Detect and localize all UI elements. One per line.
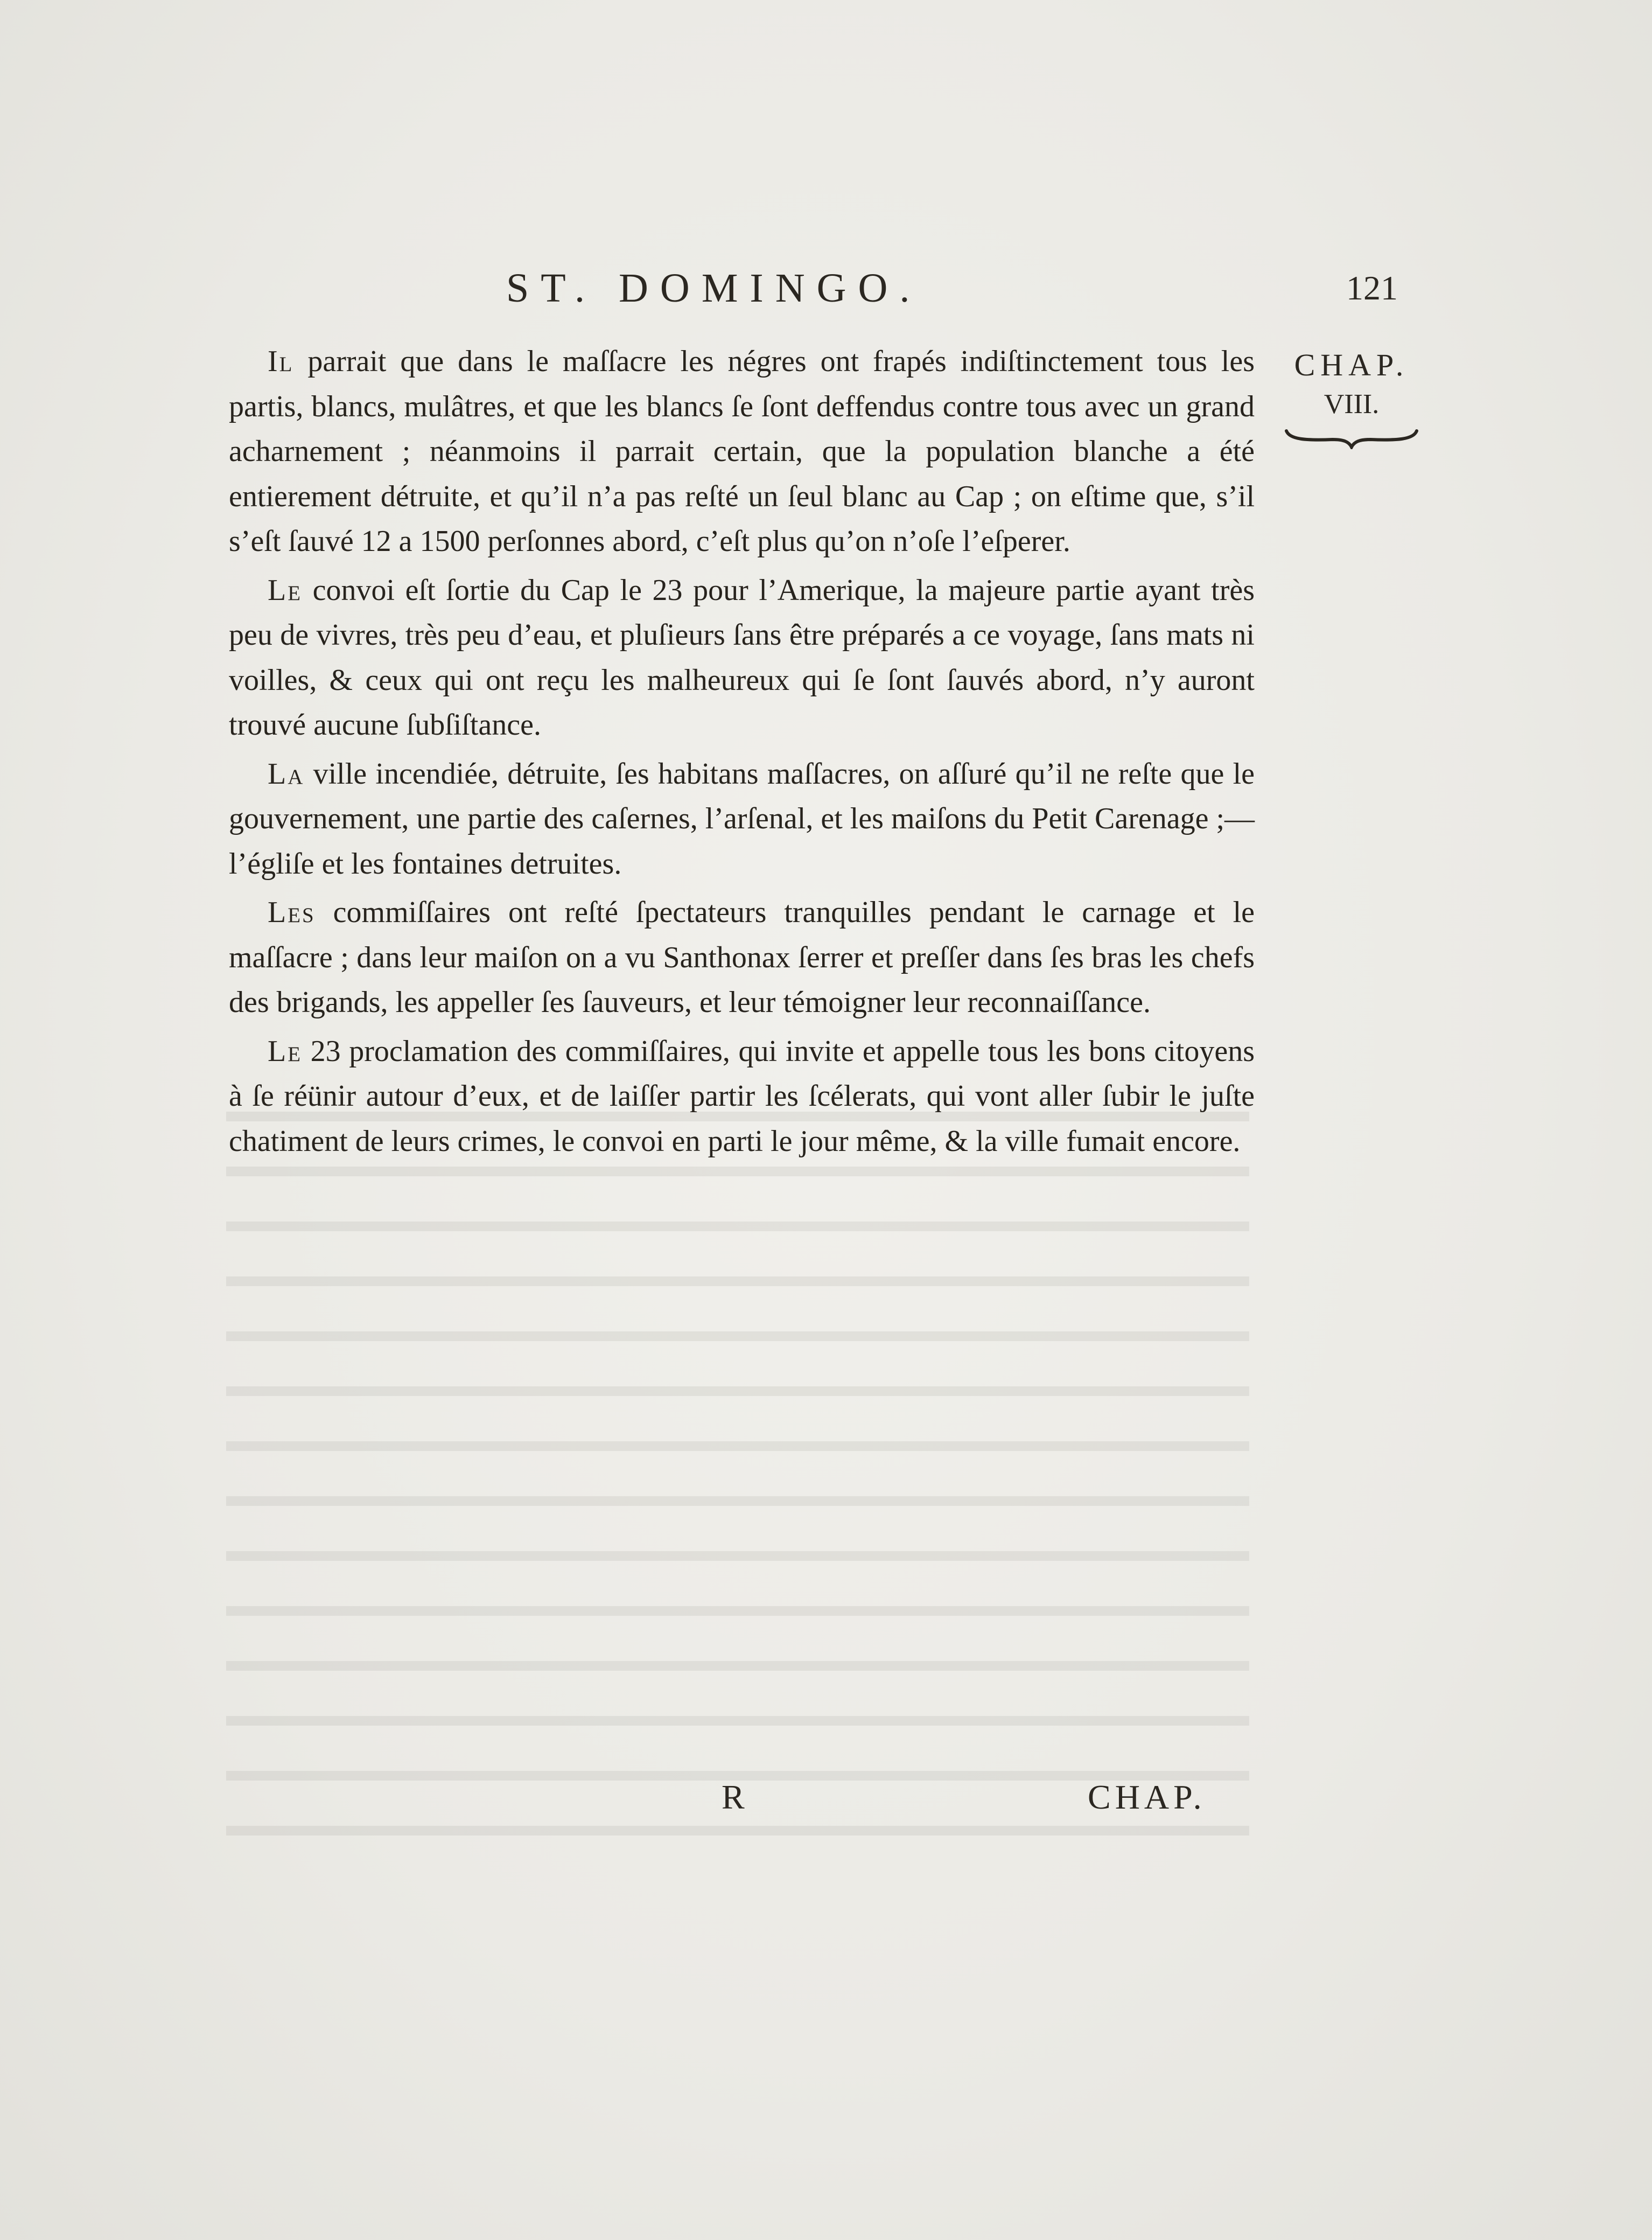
chapter-number: VIII.: [1324, 389, 1380, 420]
paragraph-lead-word: La: [268, 757, 305, 791]
paragraph-lead-word: Le: [268, 1034, 303, 1068]
paragraph-text: convoi eſt ſortie du Cap le 23 pour l’Amerique, la majeure partie ayant très peu de vivres, très peu d’eau, et pluſieurs ſans être préparés a ce voyage, ſans mats ni voilles, & ceux qui ont reçu les malheureux qui ſe ſont ſauvés abord, n’y auront trouvé aucune ſubſiſtance.: [229, 573, 1255, 742]
running-title: ST. DOMINGO.: [506, 266, 922, 311]
chapter-label: CHAP.: [1294, 347, 1409, 382]
main-text: [229, 339, 1255, 1168]
paragraph: [229, 1029, 1255, 1164]
paragraph-lead-word: Il: [268, 345, 294, 378]
paragraph: [229, 890, 1255, 1025]
catchword: CHAP.: [1088, 1778, 1206, 1816]
paragraph-text: 23 proclamation des commiſſaires, qui invite et appelle tous les bons citoyens à ſe réünir autour d’eux, et de laiſſer partir les ſcélerats, qui vont aller ſubir le juſte chatiment de leurs crimes, le convoi en parti le jour même, & la ville fumait encore.: [229, 1034, 1255, 1158]
paragraph: [229, 568, 1255, 748]
paragraph-text: parrait que dans le maſſacre les négres ont frapés indiſtinctement tous les partis, blancs, mulâtres, et que les blancs ſe ſont deffendus contre tous avec un grand acharnement ; néanmoins il parrait certain, que la population blanche a été entierement détruite, et qu’il n’a pas reſté un ſeul blanc au Cap ; on eſtime que, s’il s’eſt ſauvé 12 a 1500 perſonnes abord, c’eſt plus qu’on n’oſe l’eſperer.: [229, 345, 1255, 558]
brace-ornament-icon: [1284, 428, 1419, 449]
page-number: 121: [1346, 269, 1398, 307]
paragraph-text: ville incendiée, détruite, ſes habitans maſſacres, on aſſuré qu’il ne reſte que le gouvernement, une partie des caſernes, l’arſenal, et les maiſons du Petit Carenage ;—l’égliſe et les fontaines detruites.: [229, 757, 1255, 881]
paragraph: [229, 752, 1255, 887]
reverse-side-show-through: [226, 1066, 1249, 1820]
paragraph-lead-word: Le: [268, 573, 303, 607]
paragraph-lead-word: Les: [268, 896, 316, 929]
paragraph: [229, 339, 1255, 564]
chapter-margin-note: [1276, 345, 1427, 449]
signature-mark: R: [722, 1778, 745, 1816]
paragraph-text: commiſſaires ont reſté ſpectateurs tranquilles pendant le carnage et le maſſacre ; dans leur maiſon on a vu Santhonax ſerrer et preſſer dans ſes bras les chefs des brigands, les appeller ſes ſauveurs, et leur témoigner leur reconnaiſſance.: [229, 896, 1255, 1019]
